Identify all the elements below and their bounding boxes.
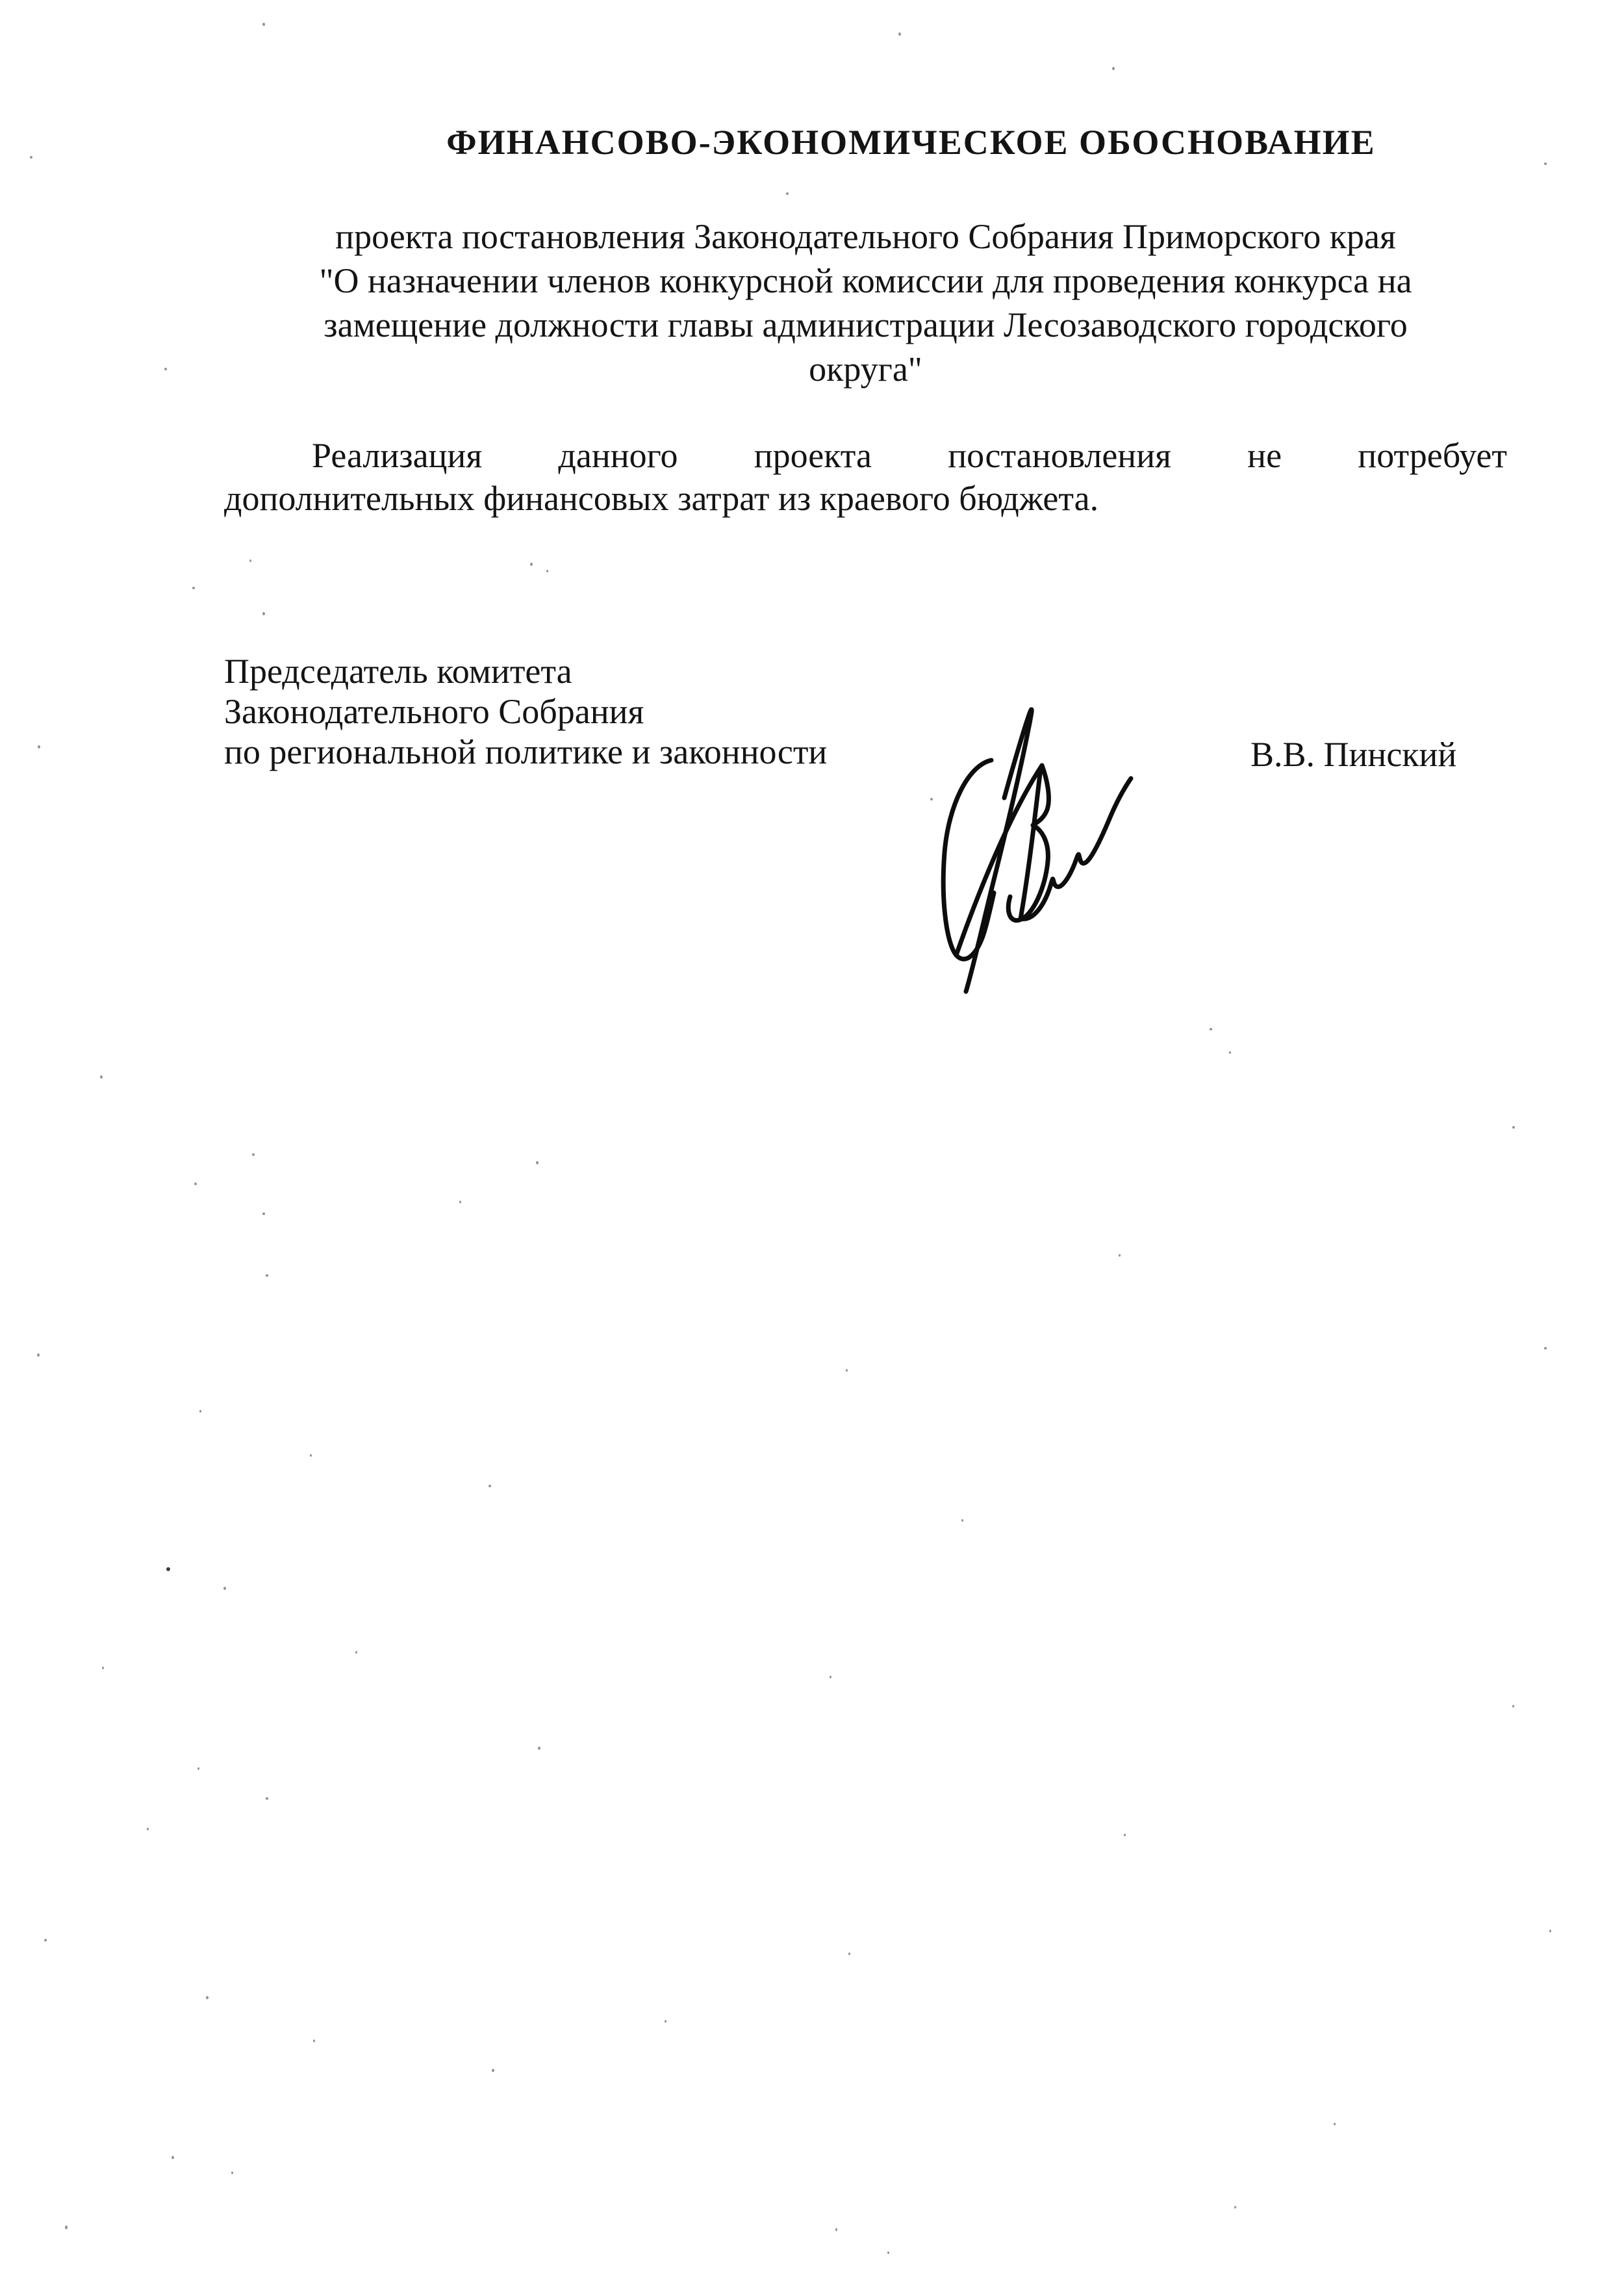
scan-speck <box>37 1353 40 1357</box>
scan-speck <box>488 1485 491 1487</box>
scan-speck <box>530 563 533 566</box>
scan-speck <box>1544 1347 1547 1350</box>
scan-speck <box>262 612 265 615</box>
scan-speck <box>1234 2206 1236 2209</box>
body-paragraph <box>224 434 1507 520</box>
scan-speck <box>546 570 548 572</box>
scan-speck <box>30 156 32 159</box>
scan-speck <box>846 1369 848 1372</box>
scan-speck <box>1334 2123 1336 2125</box>
scan-speck <box>262 1212 265 1215</box>
scan-speck <box>249 559 251 562</box>
scan-speck <box>194 1183 197 1185</box>
scan-speck <box>102 1667 104 1669</box>
scan-speck <box>223 1587 226 1590</box>
scan-speck <box>313 2040 315 2042</box>
body-paragraph-line-2: дополнительных финансовых затрат из краевого бюджета. <box>224 479 1099 518</box>
scan-speck <box>266 1797 268 1800</box>
scan-speck <box>1544 162 1547 165</box>
scan-speck <box>887 2251 889 2254</box>
scan-speck <box>166 1567 170 1571</box>
subtitle-line-2: "О назначении членов конкурсной комиссии для проведения конкурса на <box>319 261 1412 300</box>
scan-speck <box>164 368 167 370</box>
subtitle-line-4: округа" <box>809 350 922 389</box>
scan-speck <box>1512 1705 1514 1708</box>
scan-speck <box>1210 1028 1212 1031</box>
signer-position-line-1: Председатель комитета <box>224 652 572 691</box>
scan-speck <box>1512 1126 1515 1129</box>
scan-speck <box>459 1201 461 1203</box>
scan-speck <box>206 1996 209 1999</box>
scan-speck <box>231 2171 233 2174</box>
signer-name: В.В. Пинский <box>1250 735 1457 774</box>
scan-speck <box>848 1953 850 1955</box>
scan-speck <box>930 798 933 801</box>
scan-speck <box>266 1274 268 1277</box>
scan-speck <box>538 1747 540 1750</box>
signer-position-line-2: Законодательного Собрания <box>224 692 644 731</box>
scan-speck <box>44 1939 47 1941</box>
scan-speck <box>830 1676 831 1678</box>
scan-speck <box>961 1519 963 1522</box>
scan-speck <box>252 1153 255 1156</box>
scan-speck <box>171 2156 174 2159</box>
scan-speck <box>1124 1834 1126 1836</box>
scan-speck <box>199 1410 201 1413</box>
signature-block <box>224 651 827 772</box>
scan-speck <box>100 1075 103 1079</box>
scan-speck <box>536 1161 539 1164</box>
handwritten-signature <box>877 682 1234 1072</box>
subtitle-line-3: замещение должности главы администрации Лесозаводского городского <box>324 305 1408 344</box>
scan-speck <box>65 2225 68 2229</box>
scan-speck <box>665 2020 666 2023</box>
subtitle-line-1: проекта постановления Законодательного Собрания Приморского края <box>335 217 1396 256</box>
scan-speck <box>786 192 789 195</box>
scan-speck <box>1119 1254 1121 1257</box>
scan-speck <box>492 2069 494 2072</box>
scan-speck <box>355 1651 357 1654</box>
signer-position-line-3: по региональной политике и законности <box>224 732 828 771</box>
scan-speck <box>197 1767 199 1770</box>
scan-speck <box>898 32 901 36</box>
scan-speck <box>38 745 40 749</box>
scan-speck <box>262 23 265 26</box>
document-subtitle <box>224 214 1507 391</box>
scan-speck <box>147 1828 149 1830</box>
body-paragraph-line-1: Реализация данного проекта постановления не потребует <box>312 436 1507 475</box>
scan-speck <box>1229 1051 1231 1054</box>
scan-speck <box>310 1454 312 1457</box>
document-title: ФИНАНСОВО-ЭКОНОМИЧЕСКОЕ ОБОСНОВАНИЕ <box>446 123 1376 162</box>
scan-speck <box>1112 67 1115 70</box>
scan-speck <box>1549 1930 1551 1932</box>
scan-speck <box>835 2228 837 2231</box>
scan-speck <box>192 587 195 589</box>
